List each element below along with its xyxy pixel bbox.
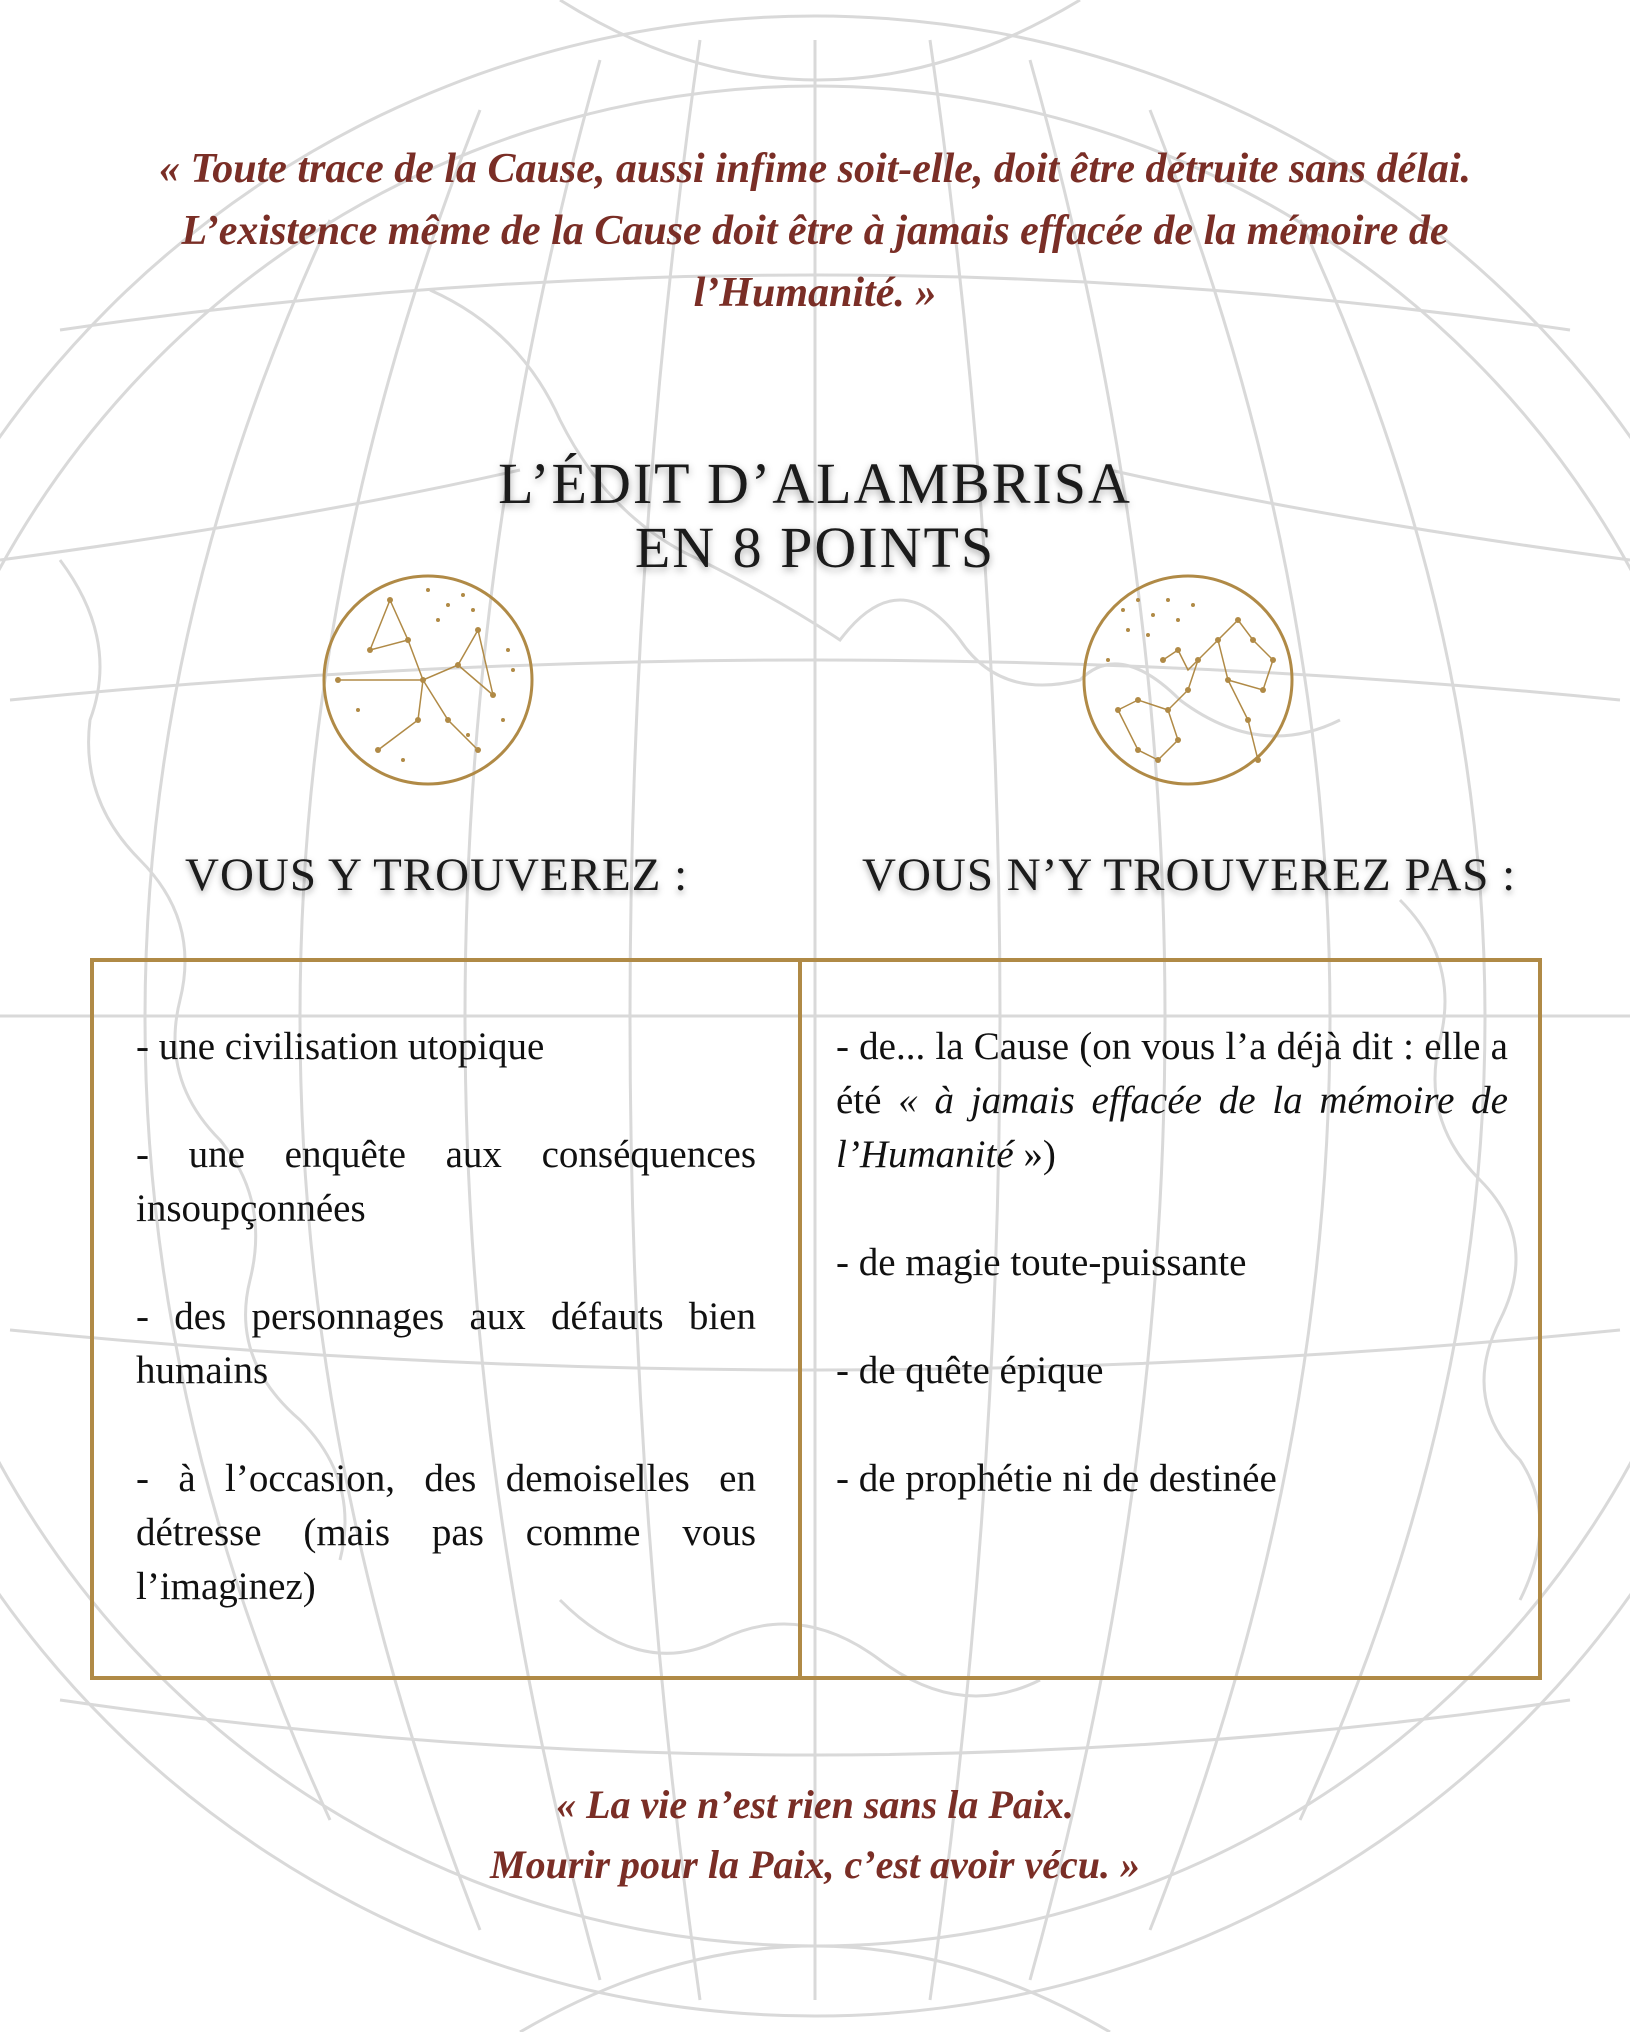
page-title	[0, 452, 1630, 580]
not-found-item-4: - de prophétie ni de destinée	[836, 1457, 1277, 1500]
not-found-heading: VOUS N’Y TROUVEREZ PAS :	[862, 849, 1517, 901]
found-list	[136, 1020, 756, 1668]
title-line-2: EN 8 POINTS	[634, 515, 996, 580]
top-quote-line-3: l’Humanité. »	[693, 270, 937, 316]
not-found-item-1-text: - de... la Cause (on vous l’a déjà dit : elle a été	[836, 1025, 1508, 1122]
bottom-quote-line-2: Mourir pour la Paix, c’est avoir vécu. »	[490, 1842, 1140, 1887]
found-item-2: - une enquête aux conséquences insoupçonnées	[136, 1133, 756, 1230]
title-line-1: L’ÉDIT D’ALAMBRISA	[498, 451, 1132, 516]
top-quote	[0, 138, 1630, 324]
constellation-icon-right	[1078, 570, 1298, 790]
constellation-icon-left	[318, 570, 538, 790]
table-divider	[798, 962, 802, 1676]
not-found-item-3: - de quête épique	[836, 1349, 1104, 1392]
not-found-item-1-quote: « à jamais effacée de la mémoire de l’Humanité	[836, 1079, 1508, 1176]
found-item-3: - des personnages aux défauts bien humains	[136, 1295, 756, 1392]
not-found-item-2: - de magie toute-puissante	[836, 1241, 1247, 1284]
found-heading: VOUS Y TROUVEREZ :	[185, 849, 689, 901]
bottom-quote	[0, 1775, 1630, 1895]
bottom-quote-line-1: « La vie n’est rien sans la Paix.	[556, 1782, 1074, 1827]
comparison-table	[90, 958, 1542, 1680]
not-found-list	[836, 1020, 1508, 1560]
found-item-1: - une civilisation utopique	[136, 1025, 545, 1068]
top-quote-line-1: « Toute trace de la Cause, aussi infime soit-elle, doit être détruite sans délai.	[158, 146, 1472, 192]
not-found-item-1	[836, 1020, 1508, 1182]
found-item-4: - à l’occasion, des demoiselles en détresse (mais pas comme vous l’imaginez)	[136, 1457, 756, 1608]
not-found-item-1-end: »)	[1013, 1133, 1056, 1176]
top-quote-line-2: L’existence même de la Cause doit être à jamais effacée de la mémoire de	[181, 208, 1449, 254]
